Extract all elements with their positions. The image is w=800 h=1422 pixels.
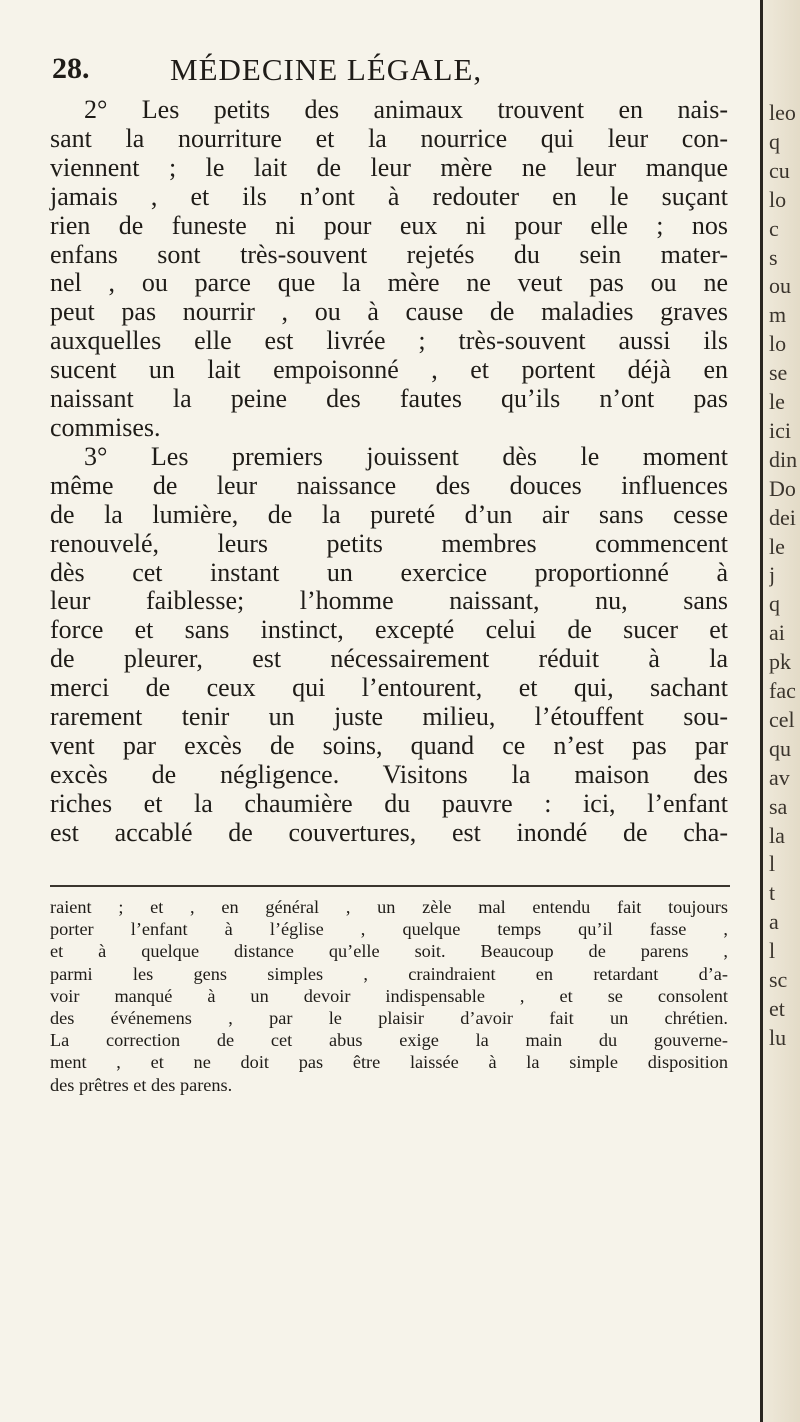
- paragraph-2-line: auxquelles elle est livrée ; très-souvent aussi ils: [50, 326, 728, 356]
- paragraph-3-line: même de leur naissance des douces influences: [50, 470, 728, 500]
- facing-page-fragment: lo: [769, 331, 787, 357]
- facing-page-fragment: fac: [769, 678, 796, 703]
- running-title: MÉDECINE LÉGALE,: [170, 52, 483, 87]
- paragraph-3-line: riches et la chaumière du pauvre : ici, l’enfant: [50, 788, 728, 818]
- facing-page-fragment: le: [769, 533, 785, 559]
- facing-page-fragment: lu: [769, 1024, 787, 1050]
- paragraph-2-line: sant la nourriture et la nourrice qui leur con-: [50, 123, 728, 153]
- footnote-line: porter l’enfant à l’église , quelque temps qu’il fasse ,: [50, 919, 728, 940]
- paragraph-2-line: commises.: [50, 412, 161, 442]
- footnote-line: des événemens , par le plaisir d’avoir fait un chrétien.: [50, 1008, 728, 1029]
- footnote-line: raient ; et , en général , un zèle mal entendu fait toujours: [50, 897, 728, 917]
- facing-page-fragment: cu: [769, 157, 790, 183]
- paragraph-3-line: rarement tenir un juste milieu, l’étouffent sou-: [50, 702, 728, 732]
- footnote-block: [50, 896, 728, 1096]
- footnote-line: et à quelque distance qu’elle soit. Beaucoup de parens ,: [50, 941, 728, 962]
- main-text-block: [50, 96, 728, 848]
- facing-page-fragment: lo: [769, 186, 787, 212]
- paragraph-3-line: merci de ceux qui l’entourent, et qui, sachant: [50, 673, 728, 703]
- facing-page-fragment: m: [769, 302, 787, 328]
- facing-page-fragment: l: [769, 938, 776, 964]
- facing-page-fragment: sa: [769, 793, 788, 819]
- facing-page-fragment: q: [769, 591, 780, 617]
- paragraph-2-line: rien de funeste ni pour eux ni pour elle ; nos: [50, 210, 728, 240]
- facing-page-fragment: qu: [769, 735, 791, 761]
- paragraph-3-line: renouvelé, leurs petits membres commencent: [50, 528, 728, 558]
- facing-page-fragment: ou: [769, 273, 791, 299]
- footnote-line: La correction de cet abus exige la main du gouverne-: [50, 1030, 728, 1051]
- paragraph-3-line: vent par excès de soins, quand ce n’est pas par: [50, 730, 728, 760]
- facing-page-fragment: se: [769, 360, 788, 386]
- paragraph-2-line: viennent ; le lait de leur mère ne leur manque: [50, 152, 728, 182]
- paragraph-3-line: 3° Les premiers jouissent dès le moment: [84, 441, 728, 471]
- paragraph-2-line: enfans sont très-souvent rejetés du sein mater-: [50, 239, 728, 269]
- facing-page-fragment: l: [769, 851, 776, 877]
- footnote-line: voir manqué à un devoir indispensable , et se consolent: [50, 985, 728, 1006]
- facing-page-fragment: et: [769, 995, 785, 1021]
- facing-page-fragment: cel: [769, 706, 795, 732]
- facing-page-fragment: leo: [769, 100, 796, 125]
- facing-page-fragment: pk: [769, 649, 791, 675]
- facing-page-fragment: sc: [769, 967, 788, 992]
- facing-page-fragment: le: [769, 389, 785, 414]
- facing-page-fragment: dei: [769, 504, 796, 530]
- facing-page-fragment: ai: [769, 620, 785, 646]
- facing-page-fragment: c: [769, 215, 779, 241]
- paragraph-3-line: excès de négligence. Visitons la maison des: [50, 759, 728, 789]
- paragraph-2-line: sucent un lait empoisonné , et portent déjà en: [50, 355, 728, 385]
- paragraph-2-line: nel , ou parce que la mère ne veut pas ou ne: [50, 268, 728, 298]
- footnote-line: ment , et ne doit pas être laissée à la simple disposition: [50, 1052, 728, 1073]
- footnote-divider: [50, 885, 730, 887]
- paragraph-2-line: 2° Les petits des animaux trouvent en nais-: [84, 95, 728, 124]
- paragraph-3-line: force et sans instinct, excepté celui de sucer et: [50, 615, 728, 645]
- paragraph-2-line: peut pas nourrir , ou à cause de maladies graves: [50, 297, 728, 327]
- paragraph-3-line: de la lumière, de la pureté d’un air sans cesse: [50, 499, 728, 529]
- facing-page-fragment: q: [769, 128, 780, 154]
- paragraph-3-line: de pleurer, est nécessairement réduit à la: [50, 644, 728, 674]
- facing-page-fragment: la: [769, 822, 785, 848]
- page-number: 28.: [52, 52, 90, 85]
- paragraph-3-line: dès cet instant un exercice proportionné à: [50, 557, 728, 587]
- facing-page-fragment: j: [769, 562, 776, 588]
- paragraph-2-line: naissant la peine des fautes qu’ils n’ont pas: [50, 384, 728, 414]
- facing-page-fragment: ici: [769, 417, 791, 443]
- footnote-line: des prêtres et des parens.: [50, 1074, 233, 1095]
- page-header: [52, 52, 652, 92]
- paragraph-3-line: est accablé de couvertures, est inondé de cha-: [50, 817, 728, 847]
- facing-page-fragment: t: [769, 880, 776, 906]
- facing-page-fragment: a: [769, 909, 779, 935]
- facing-page-edge: [760, 0, 800, 1422]
- footnote-line: parmi les gens simples , craindraient en retardant d’a-: [50, 963, 728, 984]
- facing-page-fragment: din: [769, 446, 798, 472]
- facing-page-fragment: s: [769, 244, 778, 270]
- facing-page-fragment: Do: [769, 475, 796, 501]
- paragraph-2-line: jamais , et ils n’ont à redouter en le suçant: [50, 181, 728, 211]
- paragraph-3-line: leur faiblesse; l’homme naissant, nu, sans: [50, 586, 728, 616]
- facing-page-fragment: av: [769, 764, 790, 790]
